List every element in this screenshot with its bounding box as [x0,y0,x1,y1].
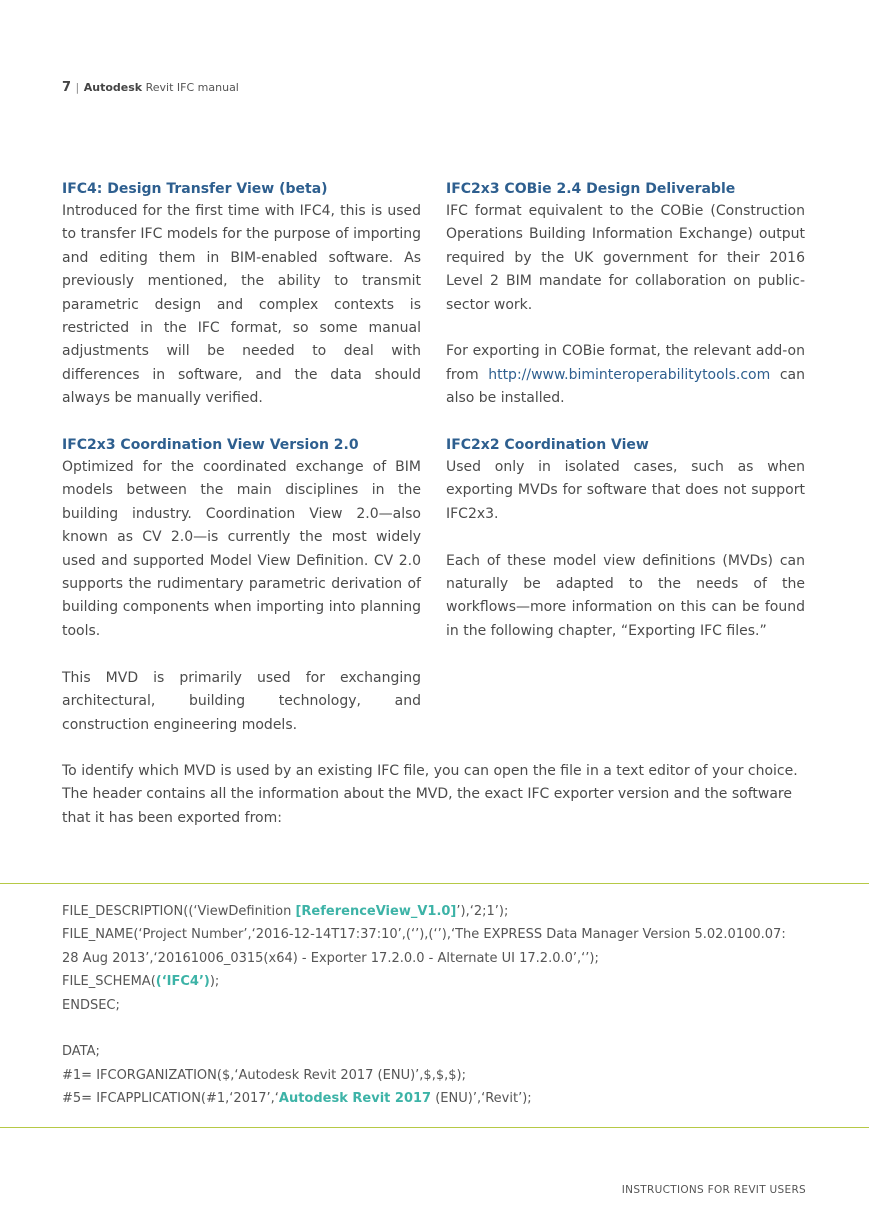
section-heading-cobie: IFC2x3 COBie 2.4 Design Deliverable [446,181,736,197]
header-brand: Autodesk [83,81,143,94]
code-top-rule [0,883,869,884]
intro-paragraph: To identify which MVD is used by an existing IFC file, you can open the file in a text editor of your choice. The header contains all the information about the MVD, the exact IFC exporter version and the software that it has been exported from: [62,763,798,826]
running-header [62,80,239,95]
paragraph-text: can also be installed. [446,366,805,407]
code-line: #5= IFCAPPLICATION(#1,‘2017’,‘Autodesk Revit 2017 (ENU)’,‘Revit’); [62,1091,532,1107]
section-paragraph: Introduced for the first time with IFC4, this is used to transfer IFC models for the purpose of importing and editing them in BIM-enabled software. As previously mentioned, the ability to transmit parametric design and complex contexts is restricted in the IFC format, so some manual adjustments will be needed to deal with differences in software, and the data should always be manually verified. [62,203,421,407]
section-paragraph: IFC format equivalent to the COBie (Construction Operations Building Information Exchange) output required by the UK government for their 2016 Level 2 BIM mandate for collaboration on public-sector work. [446,203,805,313]
right-column [446,178,805,643]
section-heading-ifc2x2-coordination: IFC2x2 Coordination View [446,437,649,454]
section-paragraph: Each of these model view definitions (MVDs) can naturally be adapted to the needs of the workflows—more information on this can be found in the following chapter, “Exporting IFC files.” [446,552,805,639]
code-highlight: (‘IFC4’) [155,974,210,990]
section-paragraph-cobie-addon [446,340,805,410]
code-line: #1= IFCORGANIZATION($,‘Autodesk Revit 2017 (ENU)’,$,$,$); [62,1067,466,1083]
code-line: ENDSEC; [62,997,120,1013]
header-separator: | [75,81,80,94]
header-title: Revit IFC manual [145,81,239,94]
left-column [62,178,421,737]
section-paragraph: Optimized for the coordinated exchange of BIM models between the main disciplines in the building industry. Coordination View 2.0—also known as CV 2.0—is currently the most widely used and supported Model View Definition. CV 2.0 supports the rudimentary parametric derivation of building components when importing into planning tools. [62,459,421,639]
section-paragraph: This MVD is primarily used for exchanging architectural, building technology, and construction engineering models. [62,669,421,733]
code-highlight: [ReferenceView_V1.0] [295,904,457,919]
code-line: FILE_SCHEMA((‘IFC4’)); [62,974,220,990]
code-highlight: Autodesk Revit 2017 [278,1091,432,1107]
page-number: 7 [62,80,72,95]
section-heading-ifc2x3-coordination: IFC2x3 Coordination View Version 2.0 [62,437,359,454]
section-heading-ifc4-design-transfer: IFC4: Design Transfer View (beta) [62,181,328,197]
code-line: FILE_DESCRIPTION((‘ViewDefinition [ReferenceView_V1.0]’),‘2;1’); [62,904,509,919]
code-line: DATA; [62,1044,100,1060]
running-footer: INSTRUCTIONS FOR REVIT USERS [621,1184,806,1196]
section-paragraph: Used only in isolated cases, such as when exporting MVDs for software that does not support IFC2x3. [446,459,805,522]
paragraph-text: For exporting in COBie format, the relevant add-on from [446,343,805,383]
biminteroperability-link[interactable]: http://www.biminteroperabilitytools.com [488,366,771,383]
ifc-code-block [62,900,806,1111]
code-line: FILE_NAME(‘Project Number’,‘2016-12-14T17:37:10’,(‘’),(‘’),‘The EXPRESS Data Manager Version 5.02.0100.07: 28 Aug 2013’,‘20161006_0315(x64) - Exporter 17.2.0.0 - Alternate UI 17.2.0.0’,‘’); [62,927,786,966]
code-bottom-rule [0,1127,869,1128]
